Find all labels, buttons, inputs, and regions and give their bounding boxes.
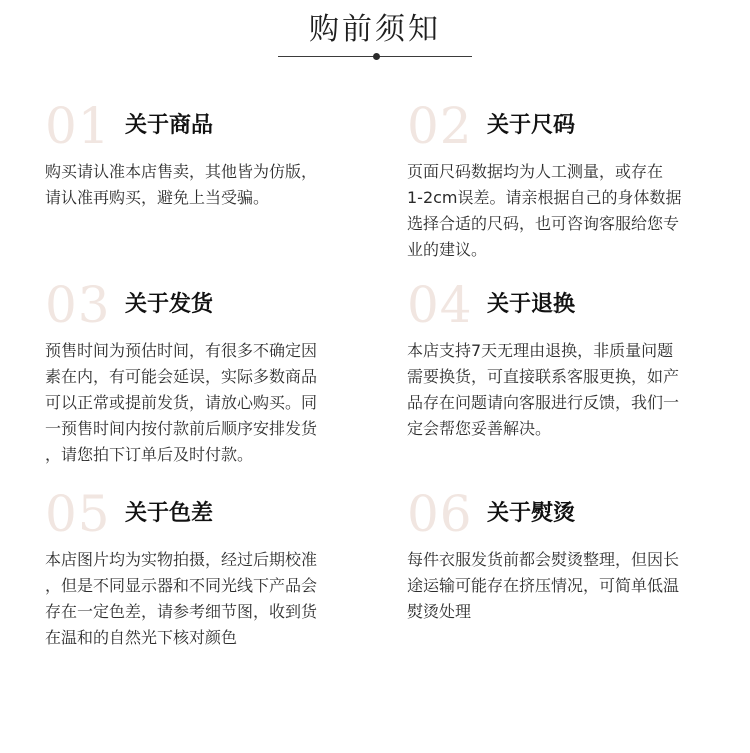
text-line: 选择合适的尺码，也可咨询客服给您专 <box>407 214 680 233</box>
text-line: 一预售时间内按付款前后顺序安排发货 <box>45 419 318 438</box>
text-line: 本店图片均为实物拍摄，经过后期校准 <box>45 550 318 569</box>
text-line: 本店支持7天无理由退换，非质量问题 <box>407 341 674 360</box>
section-title: 关于退换 <box>487 292 576 317</box>
section-number: 06 <box>407 485 473 543</box>
section-number: 05 <box>45 485 111 543</box>
section-title: 关于色差 <box>125 501 214 526</box>
page-title: 购前须知 <box>309 12 441 47</box>
text-line: 存在一定色差，请参考细节图，收到货 <box>45 602 318 621</box>
section-text <box>407 547 737 625</box>
section-number: 02 <box>407 97 473 155</box>
text-line: 定会帮您妥善解决。 <box>407 419 552 438</box>
text-line: 页面尺码数据均为人工测量，或存在 <box>407 162 664 181</box>
section-number: 04 <box>407 276 473 334</box>
title-dot <box>373 53 380 60</box>
text-line: 业的建议。 <box>407 240 488 259</box>
section-text <box>45 159 375 211</box>
section-text <box>45 547 375 651</box>
section-text <box>407 338 737 442</box>
page-header <box>0 0 750 70</box>
section-title: 关于尺码 <box>487 113 576 138</box>
text-line: 熨烫处理 <box>407 602 472 621</box>
section-title: 关于熨烫 <box>487 501 576 526</box>
text-line: ，请您拍下订单后及时付款。 <box>45 445 254 464</box>
text-line: 品存在问题请向客服进行反馈，我们一 <box>407 393 680 412</box>
text-line: 在温和的自然光下核对颜色 <box>45 628 238 647</box>
text-line: 1-2cm误差。请亲根据自己的身体数据 <box>407 188 682 207</box>
text-line: 购买请认准本店售卖，其他皆为仿版， <box>45 162 318 181</box>
text-line: 素在内，有可能会延误，实际多数商品 <box>45 367 318 386</box>
section-number: 01 <box>45 97 111 155</box>
section-text <box>45 338 375 468</box>
text-line: 可以正常或提前发货，请放心购买。同 <box>45 393 318 412</box>
section-text <box>407 159 737 263</box>
text-line: 途运输可能存在挤压情况，可简单低温 <box>407 576 680 595</box>
section-title: 关于发货 <box>125 292 214 317</box>
text-line: 需要换货，可直接联系客服更换，如产 <box>407 367 680 386</box>
section-number: 03 <box>45 276 111 334</box>
text-line: 请认准再购买，避免上当受骗。 <box>45 188 270 207</box>
section-title: 关于商品 <box>125 113 214 138</box>
text-line: 预售时间为预估时间，有很多不确定因 <box>45 341 318 360</box>
text-line: 每件衣服发货前都会熨烫整理，但因长 <box>407 550 680 569</box>
text-line: ，但是不同显示器和不同光线下产品会 <box>45 576 318 595</box>
